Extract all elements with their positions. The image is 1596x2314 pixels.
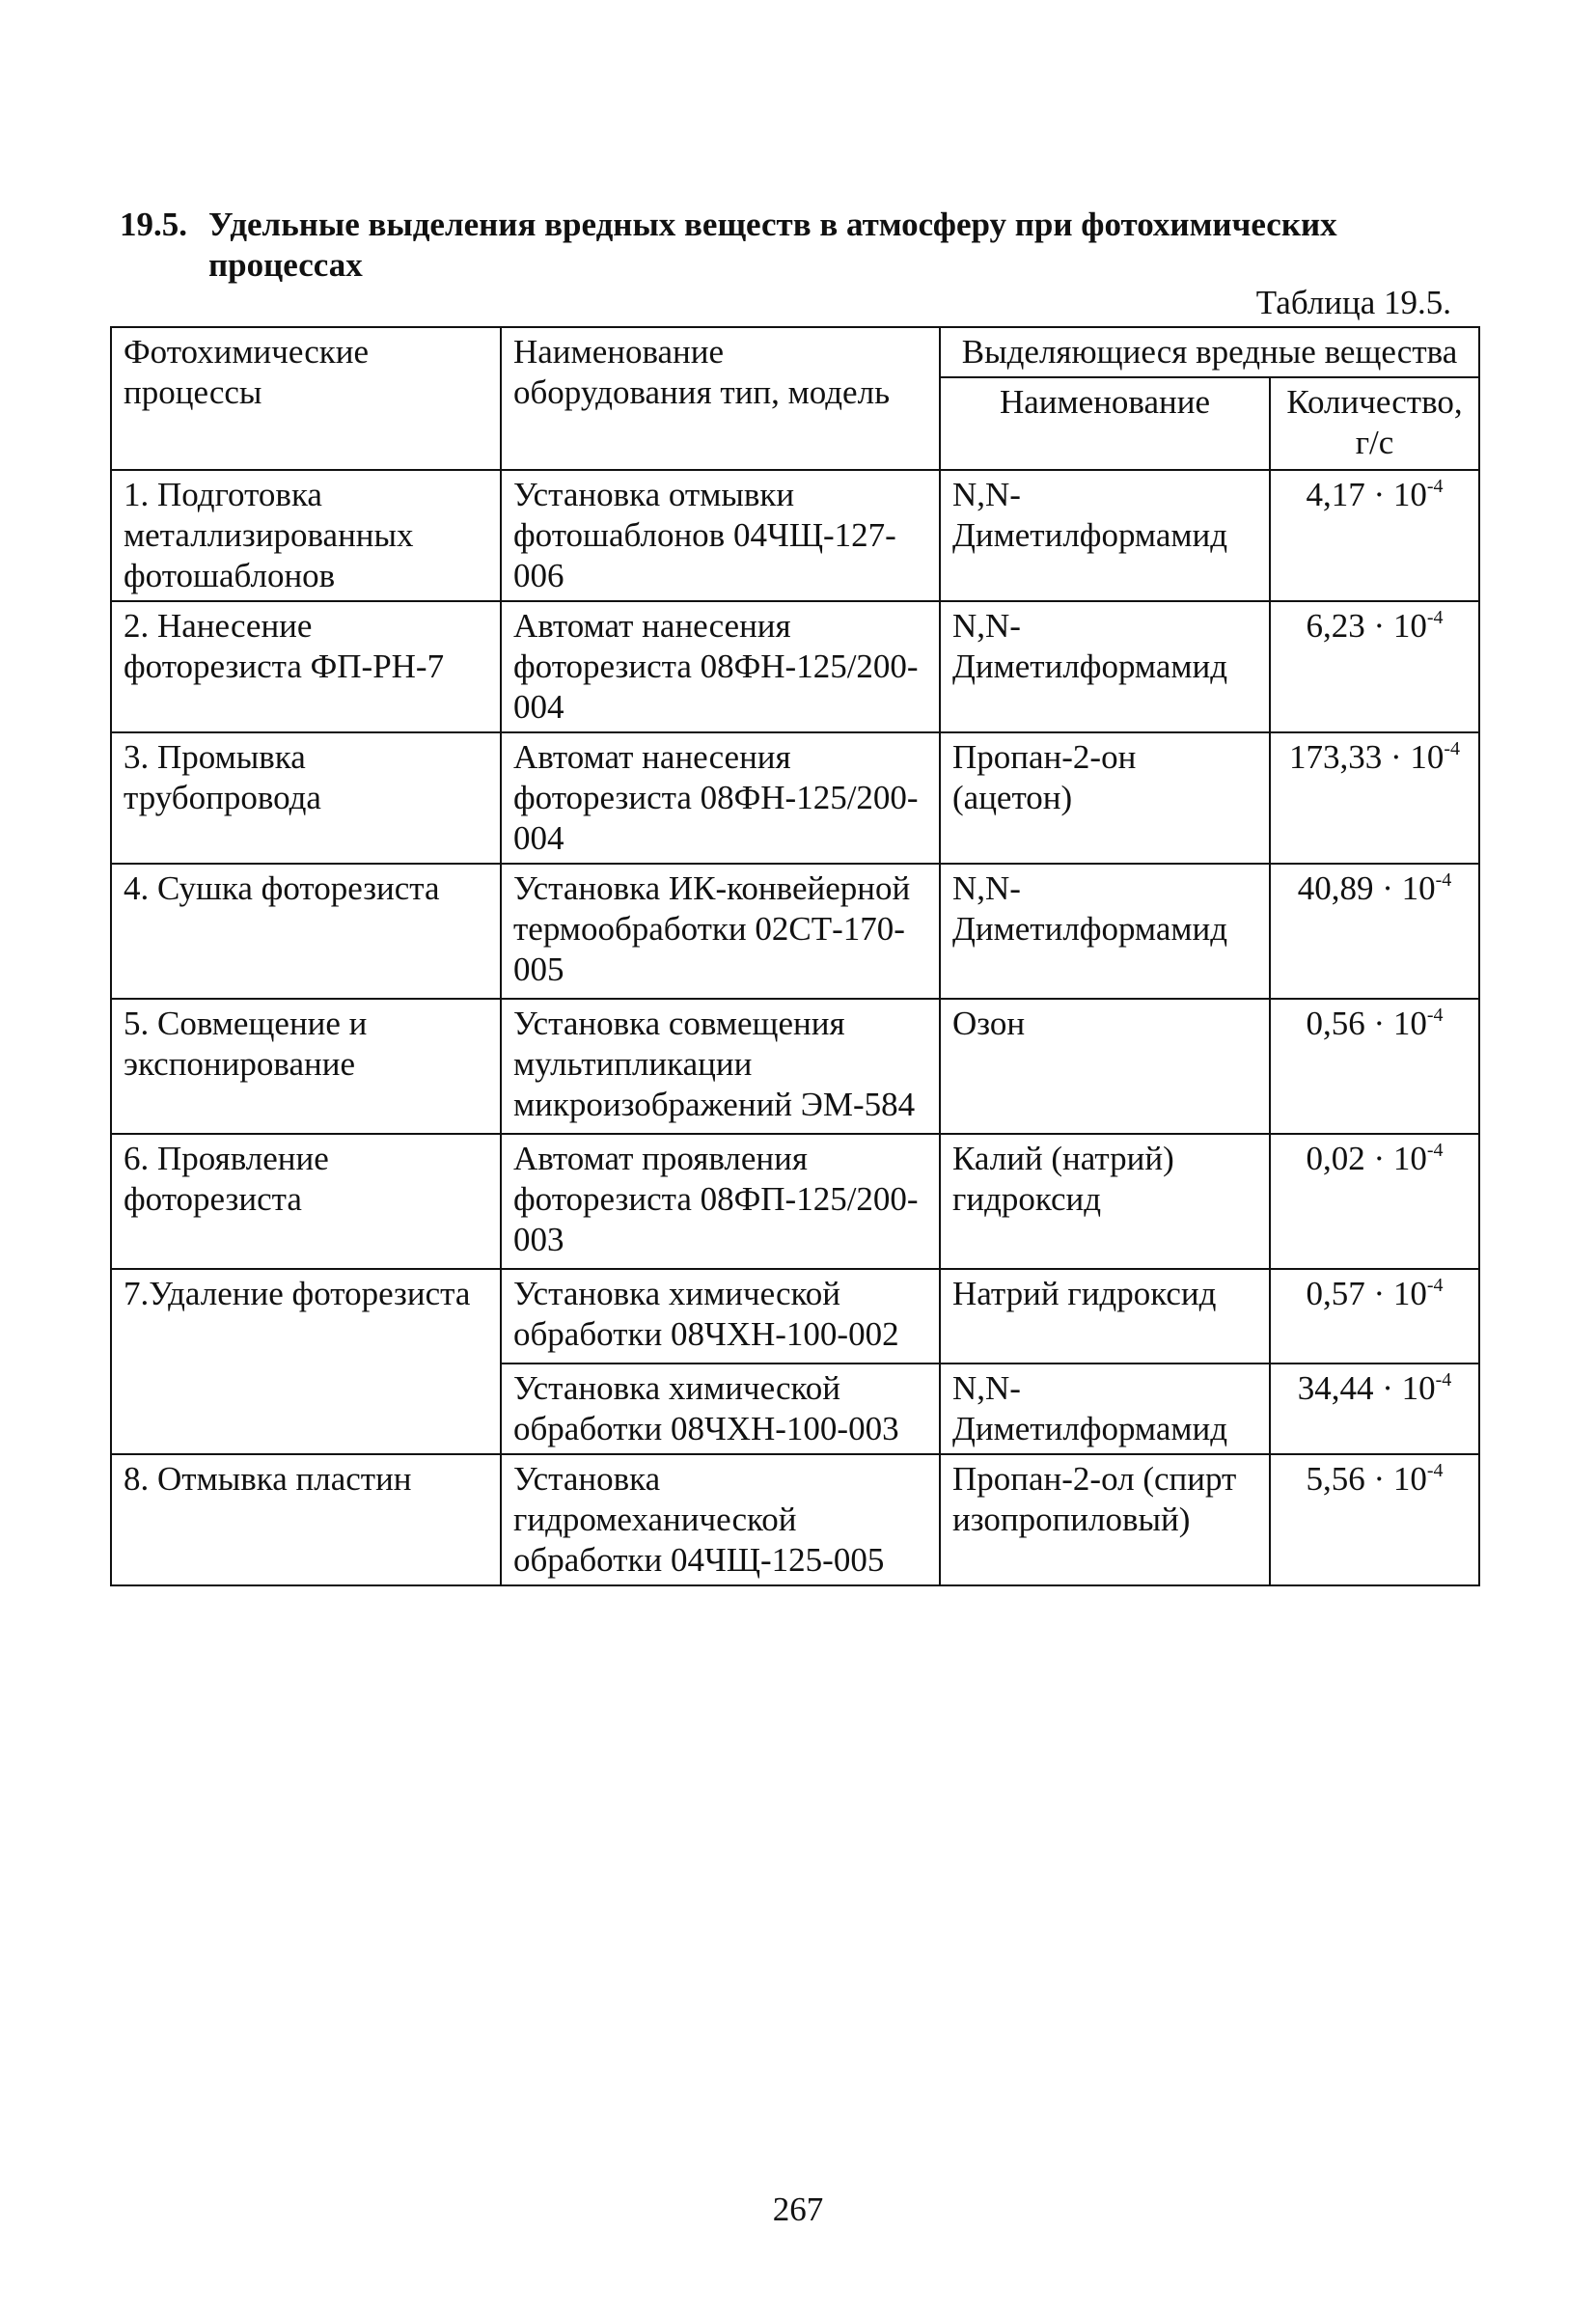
quantity-cell <box>1270 601 1479 732</box>
quantity-mantissa: 4,17 <box>1306 476 1365 513</box>
equipment-cell: Автомат нанесения фоторезиста 08ФН-125/200-004 <box>501 732 940 864</box>
process-cell: 3. Промывка трубопровода <box>111 732 501 864</box>
table-row <box>111 999 1479 1134</box>
page-number: 267 <box>772 2190 824 2228</box>
quantity-mantissa: 0,02 <box>1306 1140 1365 1177</box>
header-substance-name: Наименование <box>940 377 1270 470</box>
quantity-mantissa: 5,56 <box>1306 1460 1365 1498</box>
table-row <box>111 864 1479 999</box>
process-cell: 4. Сушка фоторезиста <box>111 864 501 999</box>
substance-cell: Пропан-2-ол (спирт изопропиловый) <box>940 1454 1270 1585</box>
table-row <box>111 470 1479 601</box>
power-base: 10 <box>1392 476 1427 513</box>
substance-cell: Озон <box>940 999 1270 1134</box>
quantity-cell <box>1270 1269 1479 1364</box>
quantity-cell <box>1270 999 1479 1134</box>
multiply-sign: · <box>1364 1460 1393 1498</box>
power-exponent: -4 <box>1426 607 1444 628</box>
process-cell: 6. Проявление фоторезиста <box>111 1134 501 1269</box>
power-exponent: -4 <box>1426 1005 1444 1026</box>
multiply-sign: · <box>1364 476 1393 513</box>
table-row <box>111 1454 1479 1585</box>
header-equipment: Наименование оборудования тип, модель <box>501 327 940 470</box>
header-process: Фотохимические процессы <box>111 327 501 470</box>
header-quantity: Количество, г/с <box>1270 377 1479 470</box>
power-exponent: -4 <box>1426 1140 1444 1161</box>
equipment-cell: Установка совмещения мультипликации микроизображений ЭМ-584 <box>501 999 940 1134</box>
quantity-cell <box>1270 732 1479 864</box>
power-base: 10 <box>1392 1275 1427 1312</box>
quantity-cell <box>1270 1364 1479 1454</box>
multiply-sign: · <box>1364 1275 1393 1312</box>
power-base: 10 <box>1401 1369 1436 1407</box>
process-cell: 1. Подготовка металлизированных фотошаблонов <box>111 470 501 601</box>
process-cell: 2. Нанесение фоторезиста ФП-РН-7 <box>111 601 501 732</box>
quantity-cell <box>1270 1134 1479 1269</box>
process-cell: 7.Удаление фоторезиста <box>111 1269 501 1454</box>
table-row <box>111 1269 1479 1364</box>
quantity-mantissa: 173,33 <box>1288 738 1383 776</box>
power-exponent: -4 <box>1426 1275 1444 1296</box>
power-exponent: -4 <box>1435 869 1452 891</box>
multiply-sign: · <box>1373 1369 1402 1407</box>
section-title-line1: Удельные выделения вредных веществ в атмосферу при фотохимических <box>208 206 1337 243</box>
emissions-table <box>110 326 1480 1586</box>
equipment-cell: Установка химической обработки 08ЧХН-100-003 <box>501 1364 940 1454</box>
section-heading <box>120 205 1432 286</box>
equipment-cell: Автомат проявления фоторезиста 08ФП-125/200-003 <box>501 1134 940 1269</box>
quantity-cell <box>1270 470 1479 601</box>
power-exponent: -4 <box>1426 1460 1444 1481</box>
section-number: 19.5. <box>120 206 187 243</box>
multiply-sign: · <box>1364 1005 1393 1042</box>
power-base: 10 <box>1392 1460 1427 1498</box>
quantity-cell <box>1270 1454 1479 1585</box>
header-substances-group: Выделяющиеся вредные вещества <box>940 327 1479 377</box>
substance-cell: Калий (натрий) гидроксид <box>940 1134 1270 1269</box>
quantity-mantissa: 0,56 <box>1306 1005 1365 1042</box>
multiply-sign: · <box>1373 869 1402 907</box>
quantity-mantissa: 6,23 <box>1306 607 1365 645</box>
equipment-cell: Установка гидромеханической обработки 04ЧЩ-125-005 <box>501 1454 940 1585</box>
quantity-cell <box>1270 864 1479 999</box>
power-base: 10 <box>1392 607 1427 645</box>
quantity-mantissa: 40,89 <box>1297 869 1374 907</box>
substance-cell: Натрий гидроксид <box>940 1269 1270 1364</box>
substance-cell: N,N-Диметилформамид <box>940 864 1270 999</box>
power-base: 10 <box>1410 738 1445 776</box>
substance-cell: N,N-Диметилформамид <box>940 1364 1270 1454</box>
process-cell: 5. Совмещение и экспонирование <box>111 999 501 1134</box>
equipment-cell: Установка ИК-конвейерной термообработки 02СТ-170-005 <box>501 864 940 999</box>
table-caption: Таблица 19.5. <box>1255 284 1451 321</box>
substance-cell: Пропан-2-он (ацетон) <box>940 732 1270 864</box>
substance-cell: N,N-Диметилформамид <box>940 601 1270 732</box>
table-header-row <box>111 327 1479 377</box>
multiply-sign: · <box>1364 607 1393 645</box>
equipment-cell: Установка отмывки фотошаблонов 04ЧЩ-127-006 <box>501 470 940 601</box>
multiply-sign: · <box>1364 1140 1393 1177</box>
process-cell: 8. Отмывка пластин <box>111 1454 501 1585</box>
table-row <box>111 601 1479 732</box>
power-base: 10 <box>1401 869 1436 907</box>
multiply-sign: · <box>1382 738 1411 776</box>
equipment-cell: Установка химической обработки 08ЧХН-100-002 <box>501 1269 940 1364</box>
substance-cell: N,N-Диметилформамид <box>940 470 1270 601</box>
power-exponent: -4 <box>1426 476 1444 497</box>
power-exponent: -4 <box>1435 1369 1452 1391</box>
equipment-cell: Автомат нанесения фоторезиста 08ФН-125/200-004 <box>501 601 940 732</box>
section-title-line2: процессах <box>208 246 363 284</box>
power-exponent: -4 <box>1444 738 1461 759</box>
power-base: 10 <box>1392 1140 1427 1177</box>
quantity-mantissa: 0,57 <box>1306 1275 1365 1312</box>
quantity-mantissa: 34,44 <box>1297 1369 1374 1407</box>
table-row <box>111 732 1479 864</box>
power-base: 10 <box>1392 1005 1427 1042</box>
table-row <box>111 1134 1479 1269</box>
